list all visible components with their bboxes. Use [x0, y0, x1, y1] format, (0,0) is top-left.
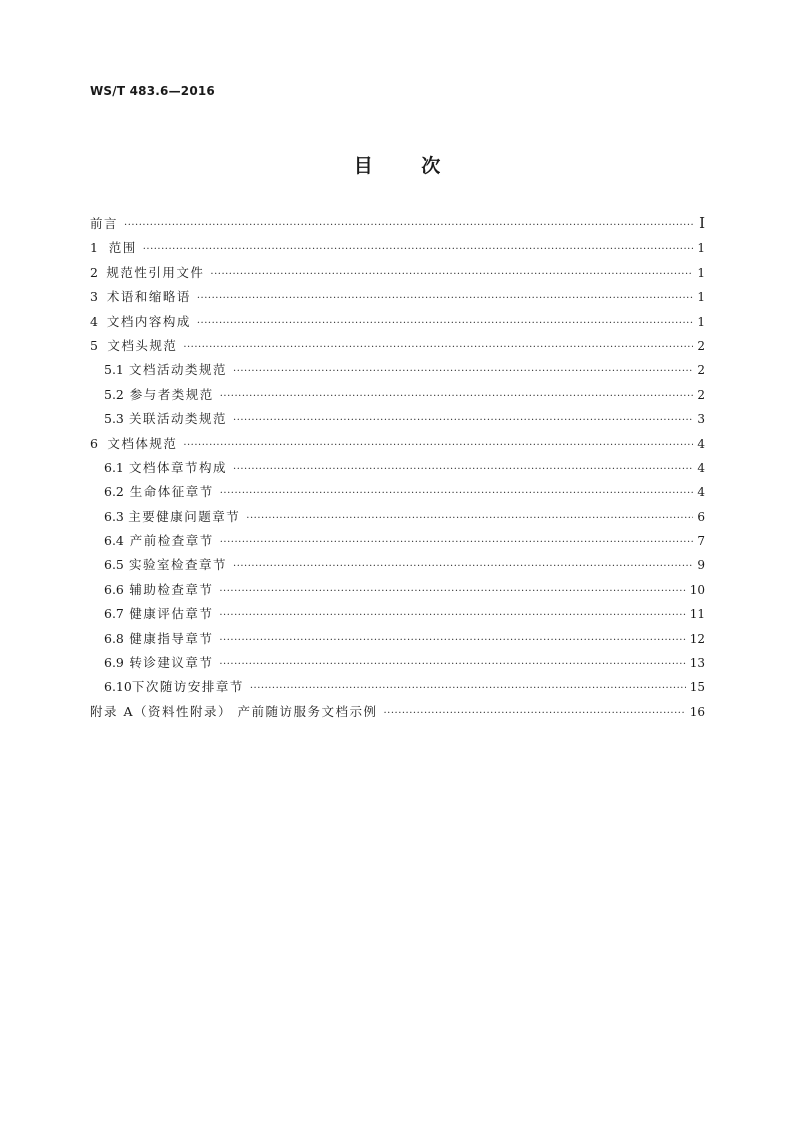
- toc-entry-page: 1: [697, 314, 705, 329]
- toc-entry-label: 下次随访安排章节: [131, 679, 244, 695]
- toc-leader-dots: [219, 586, 685, 597]
- toc-entry[interactable]: [90, 434, 705, 458]
- toc-entry-page: 7: [697, 534, 705, 549]
- toc-entry-page: 1: [697, 290, 705, 305]
- toc-entry[interactable]: [90, 360, 705, 384]
- toc-entry-page: 16: [689, 704, 705, 719]
- toc-entry-number: 6.3: [104, 508, 124, 524]
- toc-leader-dots: [220, 537, 693, 548]
- toc-leader-dots: [220, 488, 693, 499]
- toc-leader-dots: [183, 440, 693, 451]
- toc-entry-page: 4: [697, 485, 705, 500]
- toc-entry[interactable]: [90, 604, 705, 628]
- toc-entry-label: 术语和缩略语: [106, 289, 191, 305]
- toc-entry[interactable]: [90, 385, 705, 409]
- toc-entry-number: 3: [90, 289, 98, 305]
- toc-entry-label: 文档体章节构成: [129, 459, 228, 475]
- toc-entry-page: 6: [697, 509, 705, 524]
- toc-entry-page: I: [699, 214, 705, 232]
- toc-entry[interactable]: [90, 312, 705, 336]
- toc-leader-dots: [219, 659, 685, 670]
- toc-leader-dots: [246, 513, 693, 524]
- toc-entry-number: 2: [90, 264, 98, 280]
- toc-entry-page: 2: [697, 363, 705, 378]
- toc-entry[interactable]: [90, 653, 705, 677]
- page-title: 目 次: [353, 155, 441, 177]
- toc-entry-page: 15: [689, 680, 705, 695]
- toc-entry[interactable]: [90, 507, 705, 531]
- toc-entry-number: 5.3: [104, 411, 124, 427]
- toc-leader-dots: [233, 415, 693, 426]
- document-code: WS/T 483.6—2016: [90, 84, 215, 98]
- toc-entry-page: 12: [689, 631, 705, 646]
- toc-entry-number: 1: [90, 240, 98, 256]
- toc-leader-dots: [233, 561, 693, 572]
- toc-entry-label: 辅助检查章节: [129, 581, 214, 597]
- toc-entry-label: 主要健康问题章节: [128, 508, 241, 524]
- toc-entry[interactable]: [90, 702, 705, 726]
- toc-entry-label: 转诊建议章节: [129, 655, 214, 671]
- toc-entry-label: 产前检查章节: [129, 533, 214, 549]
- toc-entry-number: 6: [90, 435, 98, 451]
- toc-leader-dots: [183, 342, 693, 353]
- toc-entry-number: 6.2: [104, 484, 124, 500]
- toc-entry[interactable]: [90, 409, 705, 433]
- toc-entry[interactable]: [90, 214, 705, 238]
- toc-entry-number: 5.2: [104, 386, 124, 402]
- toc-leader-dots: [233, 464, 693, 475]
- toc-entry[interactable]: [90, 263, 705, 287]
- toc-entry-number: 6.6: [104, 581, 124, 597]
- toc-entry-label: 规范性引用文件: [106, 264, 205, 280]
- toc-entry[interactable]: [90, 238, 705, 262]
- toc-entry-number: 6.8: [104, 630, 124, 646]
- toc-leader-dots: [143, 244, 693, 255]
- toc-entry-page: 2: [697, 338, 705, 353]
- toc-leader-dots: [219, 610, 685, 621]
- toc-entry-label: 健康指导章节: [129, 630, 214, 646]
- toc-entry[interactable]: [90, 531, 705, 555]
- toc-entry-label: 关联活动类规范: [129, 411, 228, 427]
- toc-entry-number: 6.5: [104, 557, 124, 573]
- toc-entry-label: 生命体征章节: [129, 484, 214, 500]
- toc-entry-page: 9: [697, 558, 705, 573]
- toc-entry-page: 1: [697, 241, 705, 256]
- toc-entry-label: 参与者类规范: [129, 386, 214, 402]
- toc-leader-dots: [210, 269, 693, 280]
- toc-entry-page: 3: [697, 412, 705, 427]
- toc-entry-page: 10: [689, 582, 705, 597]
- toc-entry-number: 4: [90, 313, 98, 329]
- toc-entry-page: 4: [697, 460, 705, 475]
- toc-entry[interactable]: [90, 555, 705, 579]
- toc-entry[interactable]: [90, 482, 705, 506]
- toc-entry-number: 6.4: [104, 533, 124, 549]
- toc-entry[interactable]: [90, 336, 705, 360]
- toc-leader-dots: [383, 708, 685, 719]
- toc-entry[interactable]: [90, 580, 705, 604]
- toc-entry[interactable]: [90, 287, 705, 311]
- toc-entry-label: 文档体规范: [107, 435, 178, 451]
- toc-leader-dots: [124, 220, 693, 231]
- toc-entry-page: 4: [697, 436, 705, 451]
- toc-entry-number: 5.1: [104, 362, 124, 378]
- toc-entry-number: 6.1: [104, 459, 124, 475]
- toc-entry-label: 文档内容构成: [106, 313, 191, 329]
- toc-entry[interactable]: [90, 458, 705, 482]
- toc-entry-label: 前言: [90, 216, 119, 231]
- toc-entry[interactable]: [90, 677, 705, 701]
- toc-entry-label: 文档头规范: [107, 337, 178, 353]
- toc-entry-page: 13: [689, 656, 705, 671]
- toc-entry-number: 6.9: [104, 655, 124, 671]
- toc-entry-label: 文档活动类规范: [129, 362, 228, 378]
- toc-entry-number: 6.10: [104, 679, 132, 695]
- toc-entry-label: 范围: [108, 240, 137, 256]
- toc-entry-number: 6.7: [104, 606, 124, 622]
- toc-leader-dots: [250, 683, 686, 694]
- toc-leader-dots: [233, 366, 693, 377]
- toc-entry-page: 2: [697, 387, 705, 402]
- table-of-contents: [90, 214, 705, 726]
- toc-entry-number: 5: [90, 337, 98, 353]
- toc-leader-dots: [219, 635, 685, 646]
- toc-entry-label: 健康评估章节: [129, 606, 214, 622]
- toc-leader-dots: [197, 293, 693, 304]
- toc-entry-page: 11: [689, 607, 705, 622]
- toc-leader-dots: [197, 318, 693, 329]
- toc-entry-label: 附录 A（资料性附录） 产前随访服务文档示例: [90, 703, 378, 719]
- toc-leader-dots: [220, 391, 693, 402]
- toc-entry[interactable]: [90, 629, 705, 653]
- toc-entry-page: 1: [697, 265, 705, 280]
- toc-entry-label: 实验室检查章节: [129, 557, 228, 573]
